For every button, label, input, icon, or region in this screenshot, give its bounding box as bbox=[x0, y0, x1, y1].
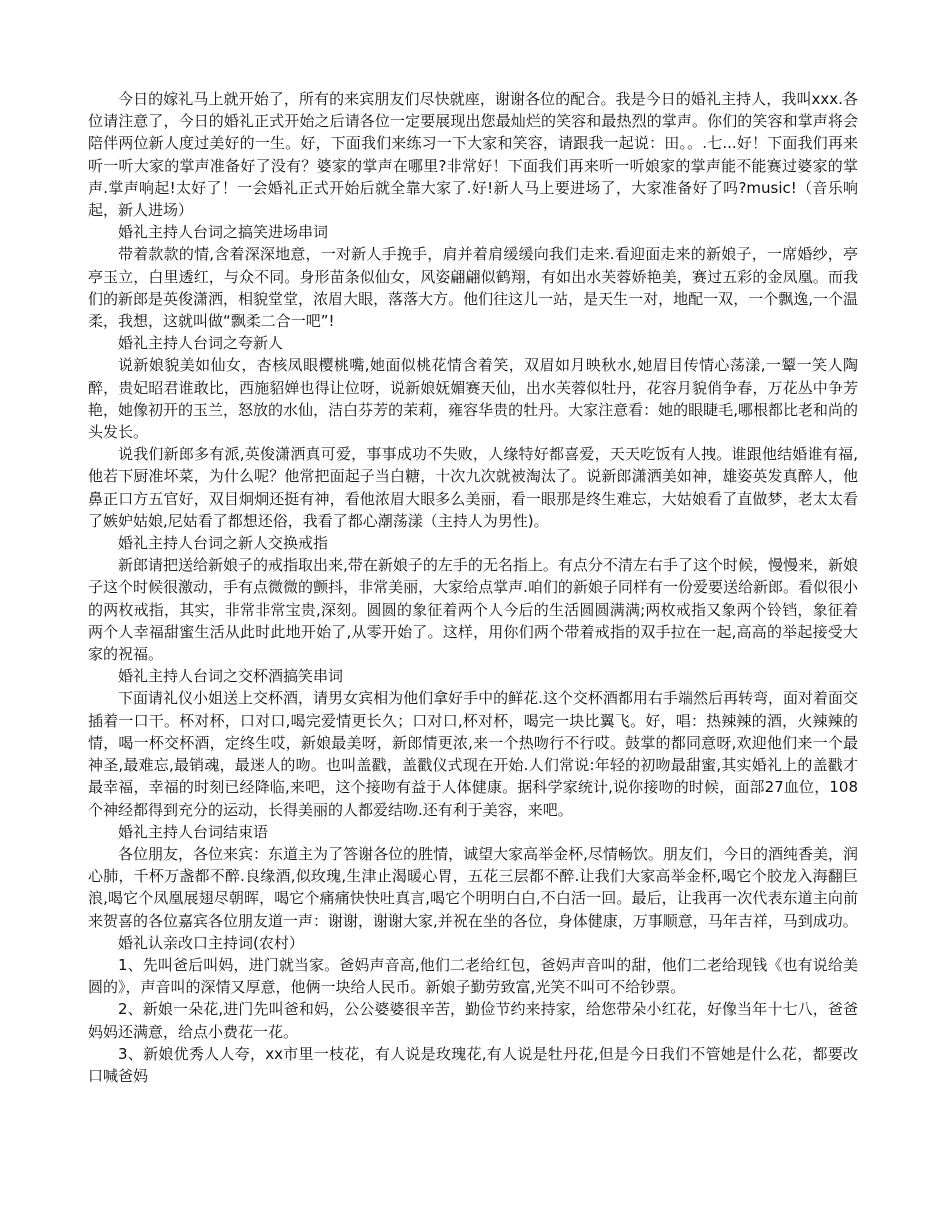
paragraph-closing: 各位朋友，各位来宾：东道主为了答谢各位的胜情，诚望大家高举金杯,尽情畅饮。朋友们，今日的酒纯香美，润心肺，千杯万盏都不醉.良缘酒,似玫瑰,生津止渴暖心胃，五花三层都不醉.让我们大家高举金杯,喝它个胶龙入海翻巨浪,喝它个凤凰展翅尽朝晖，喝它个痛痛快快吐真言,喝它个明明白白,不白活一回。最后，让我再一次代表东道主向前来贺喜的各位嘉宾各位朋友道一声：谢谢，谢谢大家,并祝在坐的各位，身体健康，万事顺意，马年吉祥，马到成功。 bbox=[88, 844, 858, 930]
list-item-in-laws-1: 1、先叫爸后叫妈，进门就当家。爸妈声音高,他们二老给红包，爸妈声音叫的甜，他们二老给现钱《也有说给美圆的》，声音叫的深情又厚意，他俩一块给人民币。新娘子勤劳致富,光笑不叫可不给钞票。 bbox=[88, 955, 858, 997]
section-heading-entrance: 婚礼主持人台词之搞笑进场串词 bbox=[118, 223, 329, 242]
section-heading-in-laws: 婚礼认亲改口主持词(农村） bbox=[118, 933, 304, 952]
list-item-in-laws-2: 2、新娘一朵花,进门先叫爸和妈，公公婆婆很辛苦，勤俭节约来持家，给您带朵小红花，好像当年十七八，爸爸妈妈还满意，给点小费花一花。 bbox=[88, 1000, 858, 1041]
list-item-in-laws-3: 3、新娘优秀人人夸，xx市里一枝花，有人说是玫瑰花,有人说是牡丹花,但是今日我们不管她是什么花，都要改口喊爸妈 bbox=[88, 1044, 858, 1085]
section-heading-closing: 婚礼主持人台词结束语 bbox=[118, 822, 269, 841]
section-heading-rings: 婚礼主持人台词之新人交换戒指 bbox=[118, 534, 329, 553]
paragraph-praise-bride: 说新娘貌美如仙女，杏核凤眼樱桃嘴,她面似桃花情含着笑，双眉如月映秋水,她眉目传情心荡漾,一颦一笑人陶醉，贵妃昭君谁敢比，西施貂婵也得让位呀，说新娘妩媚赛天仙，出水芙蓉似牡丹，花容月貌俏争春，万花丛中争芳艳，她像初开的玉兰，怒放的水仙，洁白芬芳的茉莉，雍容华贵的牡丹。大家注意看：她的眼睫毛,哪根都比老和尚的头发长。 bbox=[88, 356, 858, 442]
paragraph-opening-speech: 今日的嫁礼马上就开始了，所有的来宾朋友们尽快就座，谢谢各位的配合。我是今日的婚礼主持人，我叫xxx.各位请注意了，今日的婚礼正式开始之后请各位一定要展现出您最灿烂的笑容和最热烈的掌声。你们的笑容和掌声将会陪伴两位新人度过美好的一生。好，下面我们来练习一下大家和笑容，请跟我一起说：田。。.七...好！下面我们再来听一听大家的掌声准备好了没有？婆家的掌声在哪里?非常好！下面我们再来听一听娘家的掌声能不能赛过婆家的掌声.掌声响起!太好了！一会婚礼正式开始后就全靠大家了.好!新人马上要进场了，大家准备好了吗?music!（音乐响起，新人进场） bbox=[88, 90, 858, 220]
section-heading-toast: 婚礼主持人台词之交杯酒搞笑串词 bbox=[118, 667, 344, 686]
paragraph-rings: 新郎请把送给新娘子的戒指取出来,带在新娘子的左手的无名指上。有点分不清左右手了这个时候，慢慢来，新娘子这个时候很激动，手有点微微的颤抖，非常美丽，大家给点掌声.咱们的新娘子同样有一份爱要送给新郎。看似很小的两枚戒指，其实，非常非常宝贵,深刻。圆圆的象征着两个人今后的生活圆圆满满;两枚戒指又象两个铃铛，象征着两个人幸福甜蜜生活从此时此地开始了,从零开始了。这样，用你们两个带着戒指的双手拉在一起,高高的举起接受大家的祝福。 bbox=[88, 556, 858, 664]
paragraph-entrance: 带着款款的情,含着深深地意，一对新人手挽手，肩并着肩缓缓向我们走来.看迎面走来的新娘子，一席婚纱，亭亭玉立，白里透红，与众不同。身形苗条似仙女，风姿翩翩似鹤翔，有如出水芙蓉娇艳美，赛过五彩的金凤凰。而我们的新郎是英俊潇洒，相貌堂堂，浓眉大眼，落落大方。他们往这儿一站，是天生一对，地配一双，一个飘逸,一个温柔，我想，这就叫做“飘柔二合一吧”! bbox=[88, 245, 858, 331]
section-heading-praise: 婚礼主持人台词之夸新人 bbox=[118, 334, 284, 353]
paragraph-praise-groom: 说我们新郎多有派,英俊潇洒真可爱，事事成功不失败，人缘特好都喜爱，天天吃饭有人拽。谁跟他结婚谁有福,他若下厨准坏菜，为什么呢？他常把面起子当白糖，十次九次就被淘汰了。说新郎潇洒美如神，雄姿英发真醉人，他鼻正口方五官好，双目炯炯还挺有神，看他浓眉大眼多么美丽，看一眼那是终生难忘，大姑娘看了直做梦，老太太看了嫉妒姑娘,尼姑看了都想还俗，我看了都心潮荡漾（主持人为男性)。 bbox=[88, 445, 858, 530]
paragraph-toast: 下面请礼仪小姐送上交杯酒，请男女宾相为他们拿好手中的鲜花.这个交杯酒都用右手端然后再转弯，面对着面交插着一口干。杯对杯，口对口,喝完爱情更长久；口对口,杯对杯，喝完一块比翼飞。好，唱：热辣辣的酒，火辣辣的情，喝一杯交杯酒，定终生哎，新娘最美呀，新郎情更浓,来一个热吻行不行哎。鼓掌的都同意呀,欢迎他们来一个最神圣,最难忘,最销魂，最迷人的吻。也叫盖戳，盖戳仪式现在开始.人们常说:年轻的初吻最甜蜜,其实婚礼上的盖戳才最幸福，幸福的时刻已经降临,来吧，这个接吻有益于人体健康。据科学家统计,说你接吻的时候，面部27血位，108个神经都得到充分的运动，长得美丽的人都爱结吻.还有利于美容，来吧。 bbox=[88, 689, 858, 819]
